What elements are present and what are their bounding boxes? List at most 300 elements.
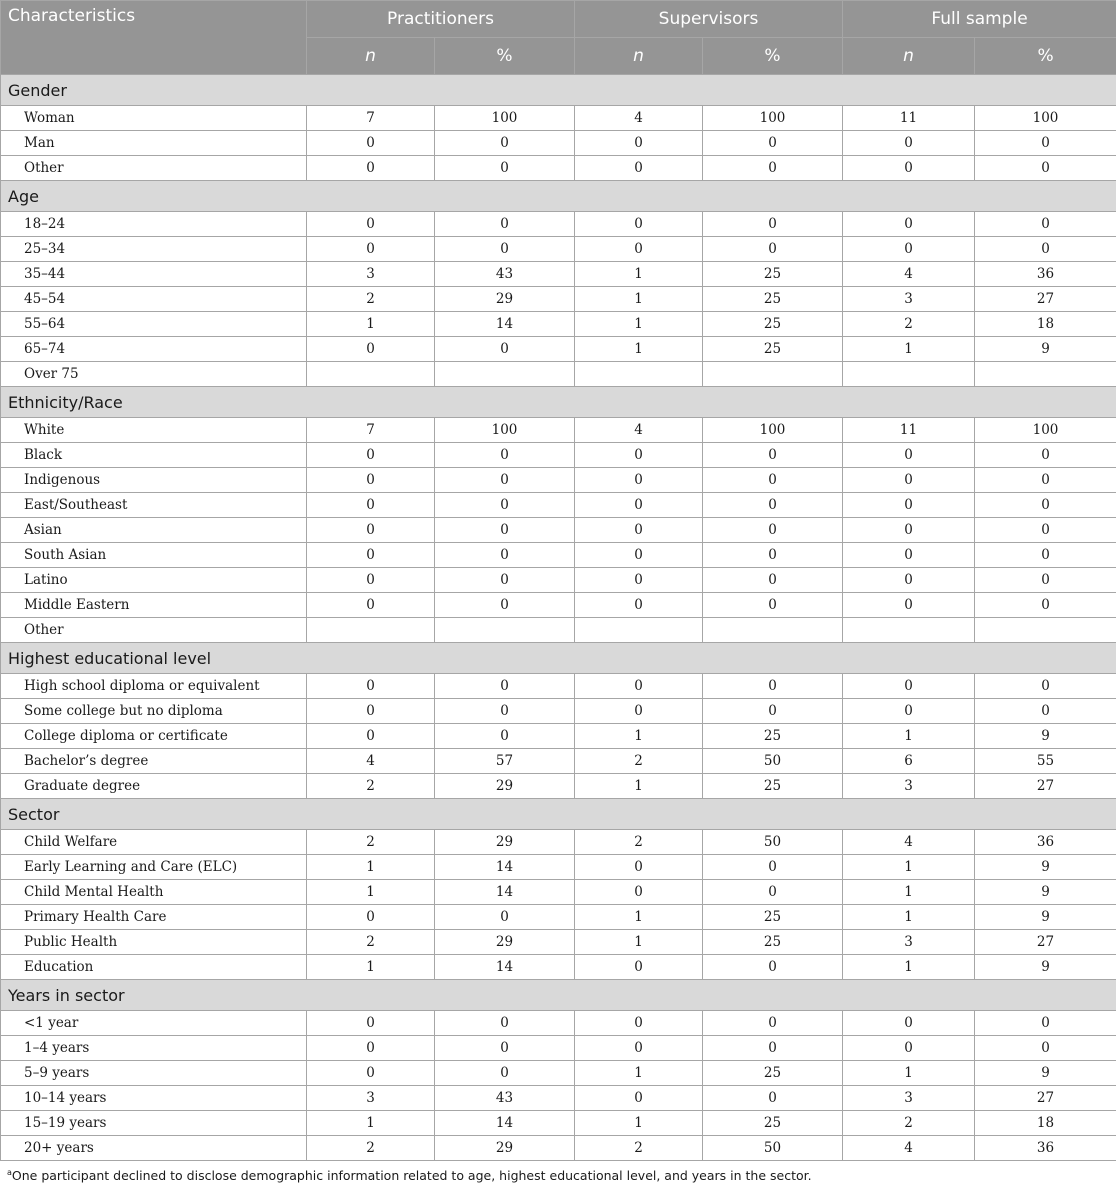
count-cell: 1 <box>843 855 975 880</box>
percent-cell <box>975 362 1116 387</box>
percent-cell: 27 <box>975 287 1116 312</box>
row-label: Indigenous <box>1 468 307 493</box>
count-cell: 1 <box>575 337 703 362</box>
count-cell: 0 <box>843 1011 975 1036</box>
percent-cell: 0 <box>435 237 575 262</box>
percent-cell: 0 <box>703 493 843 518</box>
count-cell: 4 <box>843 1136 975 1161</box>
count-cell: 0 <box>843 568 975 593</box>
percent-cell: 29 <box>435 930 575 955</box>
percent-cell: 0 <box>435 568 575 593</box>
percent-cell: 0 <box>435 518 575 543</box>
percent-cell: 43 <box>435 262 575 287</box>
percent-cell: 25 <box>703 312 843 337</box>
percent-cell: 0 <box>435 493 575 518</box>
table-row <box>1 930 1116 955</box>
count-cell: 0 <box>307 518 435 543</box>
supervisors-header: Supervisors <box>575 1 843 38</box>
count-cell: 3 <box>843 1086 975 1111</box>
count-cell: 0 <box>575 518 703 543</box>
percent-cell: 27 <box>975 774 1116 799</box>
percent-cell: 0 <box>975 468 1116 493</box>
count-cell: 2 <box>307 930 435 955</box>
practitioners-header: Practitioners <box>307 1 575 38</box>
count-cell: 0 <box>307 1061 435 1086</box>
count-cell: 0 <box>307 131 435 156</box>
count-cell: 0 <box>575 156 703 181</box>
count-cell: 0 <box>843 493 975 518</box>
percent-cell: 14 <box>435 955 575 980</box>
percent-cell: 50 <box>703 830 843 855</box>
count-cell: 0 <box>307 237 435 262</box>
percent-cell: 43 <box>435 1086 575 1111</box>
count-cell: 0 <box>575 1086 703 1111</box>
footnote-marker: a <box>7 1168 12 1177</box>
percent-cell: 0 <box>435 1061 575 1086</box>
count-cell: 1 <box>843 1061 975 1086</box>
table-row <box>1 418 1116 443</box>
percent-cell: 29 <box>435 830 575 855</box>
row-label: College diploma or certificate <box>1 724 307 749</box>
count-cell: 0 <box>307 674 435 699</box>
section-title: Highest educational level <box>1 643 1116 674</box>
row-label: Graduate degree <box>1 774 307 799</box>
count-cell: 2 <box>307 287 435 312</box>
count-cell: 1 <box>575 930 703 955</box>
percent-cell: 25 <box>703 1061 843 1086</box>
percent-cell: 0 <box>703 156 843 181</box>
count-cell: 0 <box>575 493 703 518</box>
count-cell: 0 <box>575 443 703 468</box>
count-cell: 0 <box>575 699 703 724</box>
count-cell: 1 <box>307 312 435 337</box>
percent-header: % <box>703 38 843 75</box>
count-cell: 2 <box>307 774 435 799</box>
table-row <box>1 543 1116 568</box>
table-row <box>1 443 1116 468</box>
row-label: 5–9 years <box>1 1061 307 1086</box>
percent-cell: 0 <box>435 593 575 618</box>
count-cell: 0 <box>843 593 975 618</box>
count-cell <box>843 618 975 643</box>
count-cell: 2 <box>575 1136 703 1161</box>
table-row <box>1 880 1116 905</box>
percent-cell: 0 <box>975 443 1116 468</box>
row-label: Child Welfare <box>1 830 307 855</box>
percent-cell: 55 <box>975 749 1116 774</box>
count-cell: 1 <box>843 880 975 905</box>
percent-cell: 14 <box>435 880 575 905</box>
row-label: Child Mental Health <box>1 880 307 905</box>
section-row <box>1 387 1116 418</box>
table-row <box>1 106 1116 131</box>
table-row <box>1 156 1116 181</box>
count-cell: 0 <box>843 443 975 468</box>
count-cell: 0 <box>575 212 703 237</box>
table-row <box>1 955 1116 980</box>
table-header <box>1 1 1116 75</box>
table-row <box>1 618 1116 643</box>
count-cell: 3 <box>843 930 975 955</box>
percent-cell: 0 <box>435 699 575 724</box>
percent-cell: 36 <box>975 830 1116 855</box>
count-cell: 0 <box>843 1036 975 1061</box>
percent-cell: 9 <box>975 955 1116 980</box>
count-cell: 1 <box>575 1061 703 1086</box>
percent-cell: 29 <box>435 774 575 799</box>
table-row <box>1 518 1116 543</box>
table-row <box>1 212 1116 237</box>
percent-cell: 100 <box>975 418 1116 443</box>
row-label: South Asian <box>1 543 307 568</box>
percent-cell: 36 <box>975 1136 1116 1161</box>
table-row <box>1 1011 1116 1036</box>
row-label: 15–19 years <box>1 1111 307 1136</box>
percent-cell: 25 <box>703 262 843 287</box>
percent-cell: 0 <box>435 443 575 468</box>
count-cell: 1 <box>575 774 703 799</box>
percent-cell: 0 <box>703 955 843 980</box>
row-label: 20+ years <box>1 1136 307 1161</box>
percent-cell: 0 <box>975 1036 1116 1061</box>
row-label: Primary Health Care <box>1 905 307 930</box>
table-row <box>1 1111 1116 1136</box>
count-cell <box>843 362 975 387</box>
row-label: East/Southeast <box>1 493 307 518</box>
percent-cell: 0 <box>975 543 1116 568</box>
count-cell: 1 <box>307 880 435 905</box>
count-cell: 0 <box>843 212 975 237</box>
row-label: 55–64 <box>1 312 307 337</box>
percent-cell: 50 <box>703 749 843 774</box>
count-cell: 0 <box>843 699 975 724</box>
percent-cell: 100 <box>703 418 843 443</box>
count-cell: 0 <box>575 543 703 568</box>
count-cell: 1 <box>575 287 703 312</box>
row-label: Public Health <box>1 930 307 955</box>
table-row <box>1 287 1116 312</box>
count-cell <box>307 362 435 387</box>
count-cell: 1 <box>843 724 975 749</box>
row-label: Middle Eastern <box>1 593 307 618</box>
section-title: Ethnicity/Race <box>1 387 1116 418</box>
percent-cell: 0 <box>435 337 575 362</box>
count-cell: 0 <box>307 337 435 362</box>
table-row <box>1 1061 1116 1086</box>
section-title: Gender <box>1 75 1116 106</box>
percent-cell: 0 <box>435 131 575 156</box>
section-row <box>1 980 1116 1011</box>
table-row <box>1 699 1116 724</box>
table-row <box>1 855 1116 880</box>
percent-cell: 0 <box>435 724 575 749</box>
count-cell: 1 <box>843 905 975 930</box>
percent-cell <box>975 618 1116 643</box>
percent-cell: 0 <box>703 1011 843 1036</box>
percent-cell: 0 <box>703 855 843 880</box>
percent-cell: 27 <box>975 1086 1116 1111</box>
table-row <box>1 724 1116 749</box>
table-row <box>1 905 1116 930</box>
count-cell: 0 <box>575 1036 703 1061</box>
count-cell <box>575 618 703 643</box>
count-cell: 7 <box>307 106 435 131</box>
footnote <box>7 1168 812 1183</box>
percent-cell: 0 <box>975 568 1116 593</box>
section-title: Sector <box>1 799 1116 830</box>
percent-cell: 25 <box>703 774 843 799</box>
table-row <box>1 468 1116 493</box>
table-row <box>1 1086 1116 1111</box>
section-row <box>1 181 1116 212</box>
percent-cell: 0 <box>975 1011 1116 1036</box>
percent-cell: 100 <box>435 106 575 131</box>
table-row <box>1 131 1116 156</box>
count-cell: 2 <box>307 830 435 855</box>
count-cell: 1 <box>575 905 703 930</box>
table-row <box>1 337 1116 362</box>
row-label: Over 75 <box>1 362 307 387</box>
count-cell: 11 <box>843 106 975 131</box>
count-cell: 0 <box>843 543 975 568</box>
percent-cell: 0 <box>703 1036 843 1061</box>
count-cell: 4 <box>307 749 435 774</box>
percent-cell: 0 <box>435 156 575 181</box>
percent-cell: 25 <box>703 1111 843 1136</box>
percent-cell: 0 <box>435 674 575 699</box>
percent-cell: 9 <box>975 337 1116 362</box>
row-label: 10–14 years <box>1 1086 307 1111</box>
row-label: 45–54 <box>1 287 307 312</box>
percent-cell: 9 <box>975 905 1116 930</box>
percent-cell: 0 <box>975 674 1116 699</box>
count-cell: 0 <box>307 212 435 237</box>
count-cell: 1 <box>843 337 975 362</box>
count-cell <box>575 362 703 387</box>
count-cell: 1 <box>307 855 435 880</box>
count-cell: 0 <box>307 443 435 468</box>
table-row <box>1 830 1116 855</box>
percent-cell: 0 <box>703 518 843 543</box>
table-row <box>1 749 1116 774</box>
percent-cell: 0 <box>975 699 1116 724</box>
percent-cell: 9 <box>975 1061 1116 1086</box>
count-cell <box>307 618 435 643</box>
section-row <box>1 799 1116 830</box>
percent-cell: 36 <box>975 262 1116 287</box>
table-row <box>1 593 1116 618</box>
count-cell: 0 <box>575 568 703 593</box>
row-label: Bachelor’s degree <box>1 749 307 774</box>
table-body <box>1 75 1116 1161</box>
row-label: Some college but no diploma <box>1 699 307 724</box>
count-cell: 1 <box>307 955 435 980</box>
percent-cell: 0 <box>703 543 843 568</box>
percent-cell: 14 <box>435 1111 575 1136</box>
count-cell: 0 <box>575 674 703 699</box>
count-cell: 3 <box>843 287 975 312</box>
table-row <box>1 262 1116 287</box>
count-cell: 0 <box>843 237 975 262</box>
row-label: 1–4 years <box>1 1036 307 1061</box>
count-cell: 1 <box>843 955 975 980</box>
count-cell: 0 <box>575 880 703 905</box>
count-cell: 2 <box>307 1136 435 1161</box>
row-label: 65–74 <box>1 337 307 362</box>
percent-cell: 18 <box>975 1111 1116 1136</box>
percent-cell: 0 <box>975 518 1116 543</box>
count-cell: 3 <box>843 774 975 799</box>
section-row <box>1 643 1116 674</box>
percent-cell: 0 <box>435 1036 575 1061</box>
percent-cell: 50 <box>703 1136 843 1161</box>
count-cell: 0 <box>843 468 975 493</box>
section-row <box>1 75 1116 106</box>
count-cell: 0 <box>575 1011 703 1036</box>
percent-cell: 14 <box>435 855 575 880</box>
count-cell: 0 <box>307 1011 435 1036</box>
table-row <box>1 568 1116 593</box>
percent-cell: 18 <box>975 312 1116 337</box>
percent-cell: 0 <box>435 543 575 568</box>
section-title: Years in sector <box>1 980 1116 1011</box>
table-row <box>1 774 1116 799</box>
percent-cell: 25 <box>703 337 843 362</box>
table-row <box>1 237 1116 262</box>
count-cell: 3 <box>307 1086 435 1111</box>
percent-cell: 0 <box>435 212 575 237</box>
count-cell: 4 <box>575 418 703 443</box>
section-title: Age <box>1 181 1116 212</box>
count-cell: 1 <box>575 724 703 749</box>
percent-cell: 0 <box>703 1086 843 1111</box>
percent-cell: 0 <box>703 237 843 262</box>
count-cell: 2 <box>575 749 703 774</box>
row-label: 18–24 <box>1 212 307 237</box>
percent-cell: 0 <box>435 905 575 930</box>
table-row <box>1 1136 1116 1161</box>
characteristics-header: Characteristics <box>1 1 307 75</box>
row-label: Early Learning and Care (ELC) <box>1 855 307 880</box>
n-header: n <box>575 38 703 75</box>
count-cell: 2 <box>843 1111 975 1136</box>
count-cell: 4 <box>575 106 703 131</box>
percent-cell: 29 <box>435 1136 575 1161</box>
percent-cell: 25 <box>703 287 843 312</box>
percent-cell: 0 <box>703 593 843 618</box>
count-cell: 0 <box>575 131 703 156</box>
count-cell: 2 <box>843 312 975 337</box>
count-cell: 0 <box>575 468 703 493</box>
footnote-text: One participant declined to disclose demographic information related to age, highest educational level, and years in the sector. <box>11 1168 812 1184</box>
percent-header: % <box>975 38 1116 75</box>
count-cell: 0 <box>575 593 703 618</box>
percent-cell: 0 <box>975 593 1116 618</box>
percent-cell: 0 <box>703 699 843 724</box>
percent-cell <box>703 618 843 643</box>
count-cell: 0 <box>307 156 435 181</box>
count-cell: 0 <box>843 674 975 699</box>
percent-cell <box>703 362 843 387</box>
row-label: Black <box>1 443 307 468</box>
percent-cell: 100 <box>703 106 843 131</box>
percent-cell: 25 <box>703 905 843 930</box>
percent-cell: 9 <box>975 855 1116 880</box>
percent-cell: 27 <box>975 930 1116 955</box>
percent-cell: 0 <box>703 212 843 237</box>
count-cell: 0 <box>843 518 975 543</box>
row-label: <1 year <box>1 1011 307 1036</box>
count-cell: 0 <box>843 131 975 156</box>
row-label: Woman <box>1 106 307 131</box>
count-cell: 1 <box>575 312 703 337</box>
percent-cell: 14 <box>435 312 575 337</box>
count-cell: 0 <box>307 905 435 930</box>
percent-cell: 0 <box>703 674 843 699</box>
percent-cell: 0 <box>703 880 843 905</box>
row-label: Other <box>1 156 307 181</box>
percent-cell: 0 <box>975 212 1116 237</box>
percent-cell: 25 <box>703 724 843 749</box>
count-cell: 1 <box>575 262 703 287</box>
n-header: n <box>843 38 975 75</box>
table-row <box>1 1036 1116 1061</box>
row-label: 25–34 <box>1 237 307 262</box>
count-cell: 0 <box>307 724 435 749</box>
count-cell: 0 <box>307 1036 435 1061</box>
count-cell: 0 <box>307 468 435 493</box>
table-row <box>1 493 1116 518</box>
table-row <box>1 362 1116 387</box>
row-label: Other <box>1 618 307 643</box>
percent-cell: 0 <box>703 443 843 468</box>
percent-cell: 0 <box>975 237 1116 262</box>
count-cell: 0 <box>307 493 435 518</box>
row-label: High school diploma or equivalent <box>1 674 307 699</box>
percent-cell: 0 <box>975 131 1116 156</box>
count-cell: 3 <box>307 262 435 287</box>
count-cell: 4 <box>843 830 975 855</box>
percent-cell: 0 <box>703 131 843 156</box>
row-label: 35–44 <box>1 262 307 287</box>
percent-cell <box>435 618 575 643</box>
percent-cell: 29 <box>435 287 575 312</box>
row-label: White <box>1 418 307 443</box>
count-cell: 1 <box>307 1111 435 1136</box>
percent-cell: 0 <box>975 493 1116 518</box>
row-label: Asian <box>1 518 307 543</box>
n-header: n <box>307 38 435 75</box>
percent-cell: 100 <box>975 106 1116 131</box>
row-label: Man <box>1 131 307 156</box>
row-label: Education <box>1 955 307 980</box>
percent-cell: 100 <box>435 418 575 443</box>
percent-cell: 0 <box>435 1011 575 1036</box>
percent-cell <box>435 362 575 387</box>
percent-cell: 25 <box>703 930 843 955</box>
count-cell: 0 <box>575 955 703 980</box>
count-cell: 0 <box>843 156 975 181</box>
percent-cell: 9 <box>975 724 1116 749</box>
percent-cell: 0 <box>703 468 843 493</box>
percent-cell: 0 <box>435 468 575 493</box>
percent-header: % <box>435 38 575 75</box>
row-label: Latino <box>1 568 307 593</box>
count-cell: 2 <box>575 830 703 855</box>
count-cell: 0 <box>575 237 703 262</box>
percent-cell: 57 <box>435 749 575 774</box>
count-cell: 0 <box>307 593 435 618</box>
